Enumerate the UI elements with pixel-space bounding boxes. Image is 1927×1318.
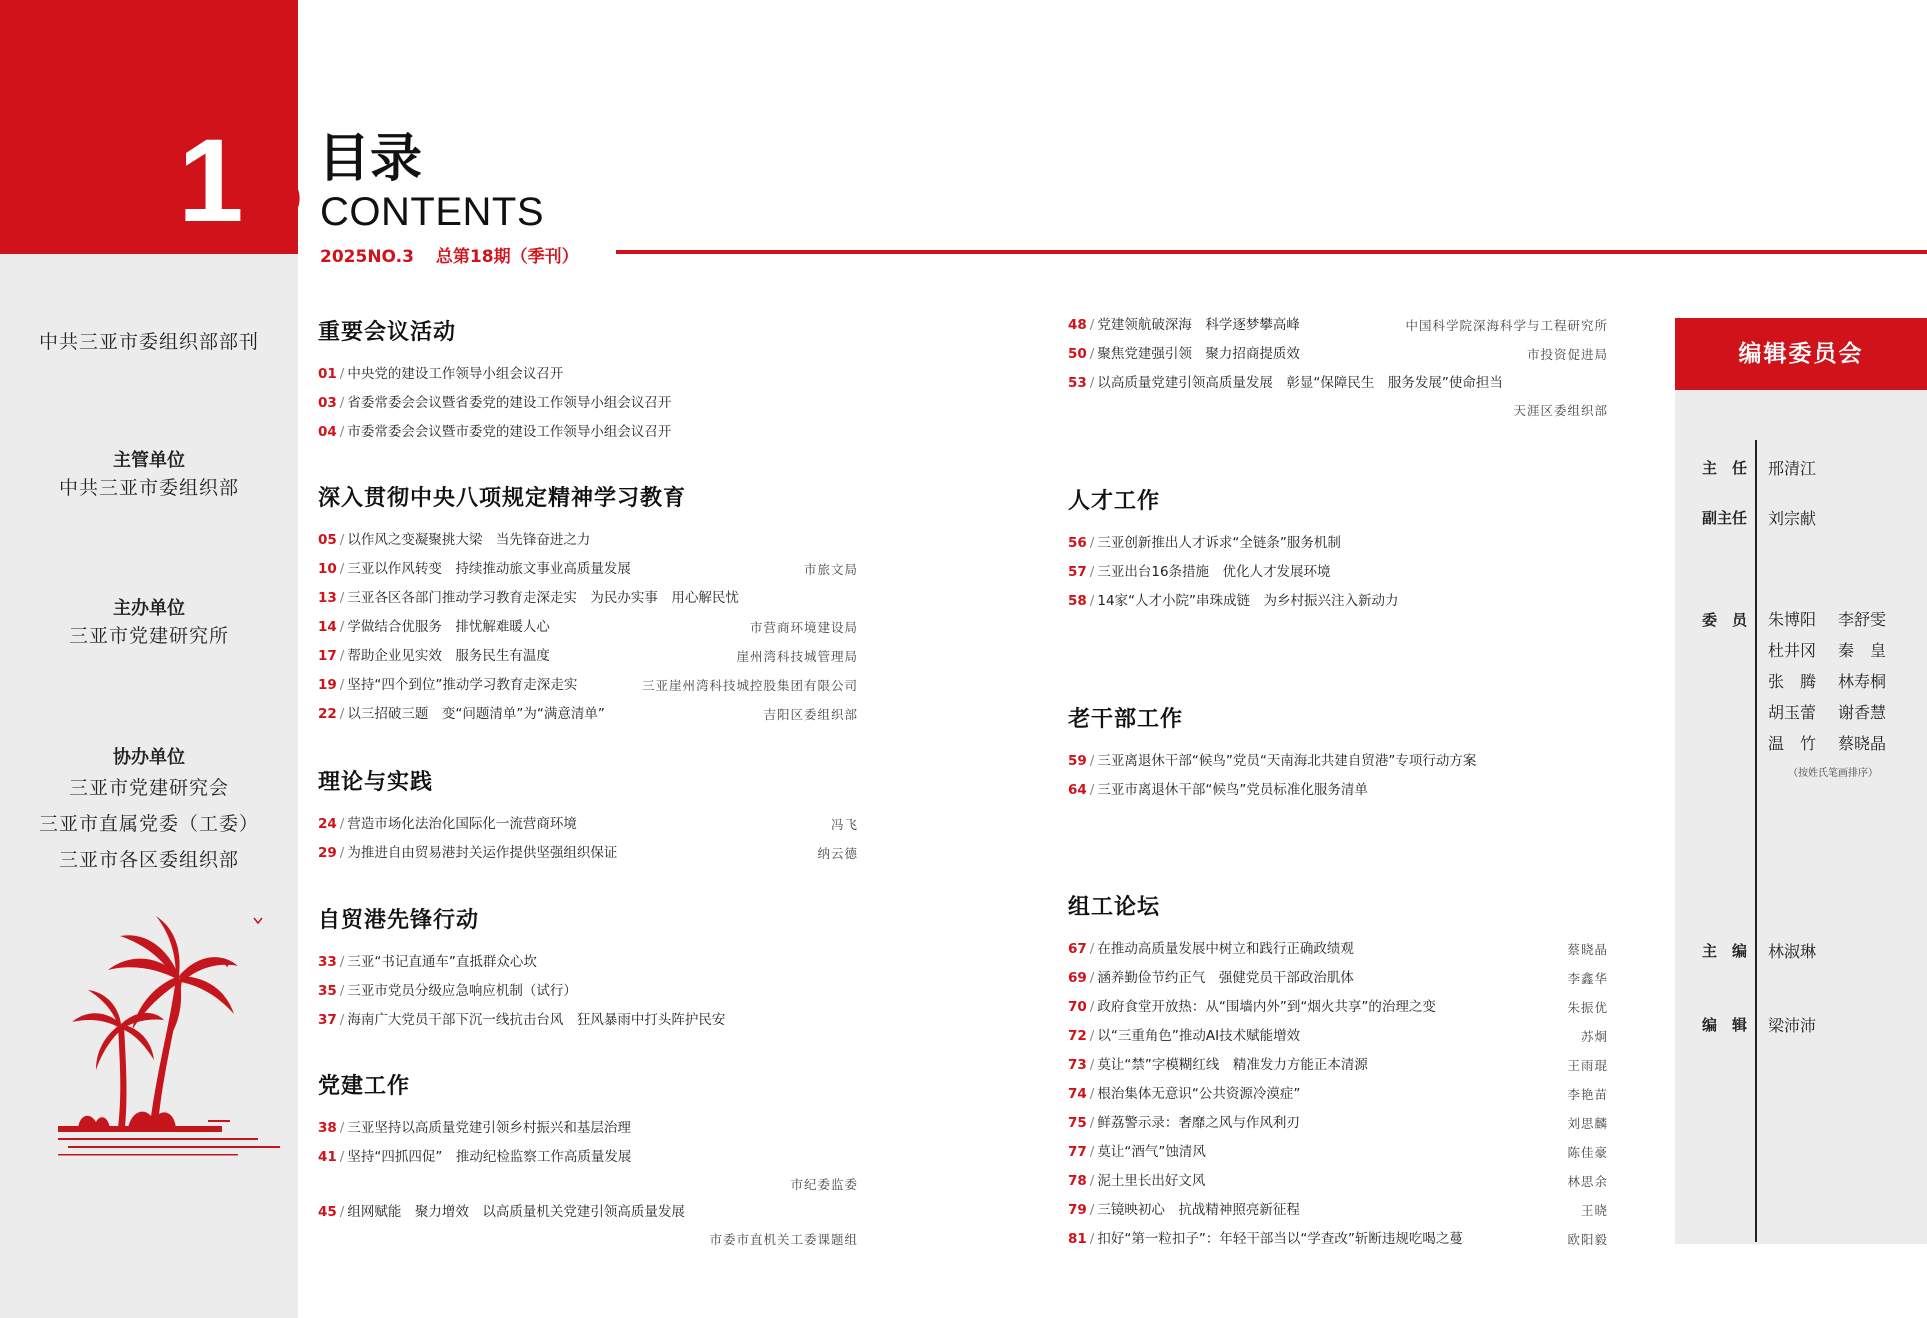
toc-author: 市投资促进局 — [1526, 347, 1608, 362]
co-organizer-list — [0, 770, 298, 878]
toc-item[interactable]: 79 / 三镜映初心 抗战精神照亮新征程 王晓 — [1068, 1196, 1608, 1225]
member-name: 张 腾 — [1768, 672, 1817, 691]
toc-item[interactable]: 33 / 三亚“书记直通车”直抵群众心坎 — [318, 954, 537, 970]
members-list — [1768, 604, 1918, 759]
header-rule — [616, 250, 1927, 254]
issue-info — [320, 242, 601, 267]
director-name: 邢清江 — [1768, 459, 1817, 478]
toc-item[interactable]: 41 / 坚持“四抓四促” 推动纪检监察工作高质量发展 — [318, 1149, 632, 1165]
toc-item[interactable]: 03 / 省委常委会会议暨省委党的建设工作领导小组会议召开 — [318, 395, 672, 411]
toc-item[interactable]: 64 / 三亚市离退休干部“候鸟”党员标准化服务清单 — [1068, 782, 1368, 798]
member-name: 林寿桐 — [1838, 672, 1887, 691]
section-title: 重要会议活动 — [318, 319, 457, 345]
editor-label: 编 辑 — [1701, 1016, 1747, 1034]
toc-item[interactable]: 10 / 三亚以作风转变 持续推动旅文事业高质量发展 市旅文局 — [318, 555, 858, 584]
page-title-en: CONTENTS — [320, 190, 544, 234]
toc-item[interactable]: 72 / 以“三重角色”推动AI技术赋能增效 苏炯 — [1068, 1022, 1608, 1051]
toc-item[interactable]: 69 / 涵养勤俭节约正气 强健党员干部政治肌体 李鑫华 — [1068, 964, 1608, 993]
toc-item[interactable]: 57 / 三亚出台16条措施 优化人才发展环境 — [1068, 564, 1331, 580]
toc-item[interactable]: 70 / 政府食堂开放热：从“围墙内外”到“烟火共享”的治理之变 朱振优 — [1068, 993, 1608, 1022]
section-title: 自贸港先锋行动 — [318, 907, 480, 933]
toc-author: 苏炯 — [1580, 1029, 1608, 1044]
toc-author: 林思余 — [1567, 1174, 1608, 1189]
toc-item[interactable]: 58 / 14家“人才小院”串珠成链 为乡村振兴注入新动力 — [1068, 593, 1399, 609]
toc-author: 中国科学院深海科学与工程研究所 — [1405, 318, 1608, 333]
section-eight-rules — [318, 481, 858, 729]
toc-author: 市委市直机关工委课题组 — [709, 1232, 858, 1247]
toc-author: 刘思麟 — [1567, 1116, 1608, 1131]
toc-author: 王晓 — [1580, 1203, 1608, 1218]
member-name: 杜井冈 — [1768, 641, 1817, 660]
editorial-heading: 编辑委员会 — [1675, 318, 1927, 390]
toc-item[interactable]: 56 / 三亚创新推出人才诉求“全链条”服务机制 — [1068, 535, 1341, 551]
toc-author: 市旅文局 — [803, 562, 858, 577]
chief-editor-name: 林淑琳 — [1768, 942, 1817, 961]
section-title: 党建工作 — [318, 1073, 411, 1099]
publication-name: 中共三亚市委组织部部刊 — [38, 331, 259, 353]
toc-author: 市纪委监委 — [790, 1177, 858, 1192]
supervisor-name: 中共三亚市委组织部 — [58, 477, 239, 499]
toc-item[interactable]: 73 / 莫让“禁”字模糊红线 精准发力方能正本清源 王雨琨 — [1068, 1051, 1608, 1080]
member-name: 李舒雯 — [1838, 610, 1887, 629]
co-organizer-label: 协办单位 — [113, 747, 185, 768]
co-organizer-item: 三亚市各区委组织部 — [58, 849, 239, 871]
section-title: 深入贯彻中央八项规定精神学习教育 — [318, 485, 687, 511]
section-title: 老干部工作 — [1068, 706, 1184, 732]
toc-item[interactable]: 74 / 根治集体无意识“公共资源冷漠症” 李艳苗 — [1068, 1080, 1608, 1109]
toc-item[interactable]: 53 / 以高质量党建引领高质量发展 彰显“保障民生 服务发展”使命担当 — [1068, 375, 1503, 391]
toc-item[interactable]: 04 / 市委常委会会议暨市委党的建设工作领导小组会议召开 — [318, 424, 672, 440]
members-label: 委 员 — [1701, 611, 1747, 629]
toc-item[interactable]: 67 / 在推动高质量发展中树立和践行正确政绩观 蔡晓晶 — [1068, 935, 1608, 964]
co-organizer-item: 三亚市党建研究会 — [68, 777, 229, 799]
toc-item[interactable]: 13 / 三亚各区各部门推动学习教育走深走实 为民办实事 用心解民忧 — [318, 590, 739, 606]
section-continued — [1068, 311, 1608, 424]
sponsor-label: 主办单位 — [113, 598, 185, 619]
toc-author: 三亚崖州湾科技城控股集团有限公司 — [641, 678, 858, 693]
section-meetings — [318, 315, 858, 447]
member-name: 温 竹 — [1768, 734, 1817, 753]
member-name: 蔡晓晶 — [1838, 734, 1887, 753]
page-title-cn: 目录 — [318, 129, 423, 189]
toc-item[interactable]: 05 / 以作风之变凝聚挑大梁 当先锋奋进之力 — [318, 532, 591, 548]
toc-item[interactable]: 75 / 鲜荔警示录：奢靡之风与作风利刃 刘思麟 — [1068, 1109, 1608, 1138]
section-forum — [1068, 890, 1608, 1254]
toc-author: 冯飞 — [830, 817, 858, 832]
chief-editor-label: 主 编 — [1701, 942, 1747, 960]
toc-item[interactable]: 22 / 以三招破三题 变“问题清单”为“满意清单” 吉阳区委组织部 — [318, 700, 858, 729]
toc-author: 朱振优 — [1567, 1000, 1608, 1015]
co-organizer-item: 三亚市直属党委（工委） — [38, 813, 259, 835]
toc-author: 天涯区委组织部 — [1513, 403, 1608, 418]
toc-item[interactable]: 24 / 营造市场化法治化国际化一流营商环境 冯飞 — [318, 810, 858, 839]
section-title: 人才工作 — [1068, 488, 1161, 514]
toc-author: 纳云德 — [817, 846, 858, 861]
toc-item[interactable]: 35 / 三亚市党员分级应急响应机制（试行） — [318, 983, 577, 999]
toc-item[interactable]: 19 / 坚持“四个到位”推动学习教育走深走实 三亚崖州湾科技城控股集团有限公司 — [318, 671, 858, 700]
toc-author: 王雨琨 — [1567, 1058, 1608, 1073]
palm-tree-illustration — [58, 914, 280, 1168]
toc-item[interactable]: 81 / 扣好“第一粒扣子”：年轻干部当以“学查改”斩断违规吃喝之蔓 欧阳毅 — [1068, 1225, 1608, 1254]
toc-item[interactable]: 14 / 学做结合优服务 排忧解难暖人心 市营商环境建设局 — [318, 613, 858, 642]
section-title: 理论与实践 — [318, 769, 434, 795]
supervisor-label: 主管单位 — [113, 450, 185, 471]
toc-item[interactable]: 17 / 帮助企业见实效 服务民生有温度 崖州湾科技城管理局 — [318, 642, 858, 671]
issue-number: 18 — [178, 115, 298, 247]
toc-item[interactable]: 48 / 党建领航破深海 科学逐梦攀高峰 中国科学院深海科学与工程研究所 — [1068, 311, 1608, 340]
member-name: 朱博阳 — [1768, 610, 1817, 629]
toc-author: 李艳苗 — [1567, 1087, 1608, 1102]
editor-name: 梁沛沛 — [1768, 1016, 1817, 1035]
section-veteran-cadres — [1068, 702, 1608, 805]
member-name: 谢香慧 — [1838, 703, 1887, 722]
sponsor-name: 三亚市党建研究所 — [68, 625, 229, 647]
section-talent — [1068, 484, 1608, 616]
section-party-building — [318, 1069, 858, 1253]
toc-item[interactable]: 38 / 三亚坚持以高质量党建引领乡村振兴和基层治理 — [318, 1120, 631, 1136]
toc-author: 吉阳区委组织部 — [763, 707, 858, 722]
toc-item[interactable]: 77 / 莫让“酒气”蚀清风 陈佳豪 — [1068, 1138, 1608, 1167]
editorial-divider — [1755, 440, 1757, 1242]
section-ftz-pioneer — [318, 903, 858, 1035]
toc-author: 李鑫华 — [1567, 971, 1608, 986]
members-note: （按姓氏笔画排序） — [1788, 768, 1878, 779]
toc-author: 市营商环境建设局 — [749, 620, 858, 635]
toc-item[interactable]: 45 / 组网赋能 聚力增效 以高质量机关党建引领高质量发展 — [318, 1204, 685, 1220]
member-name: 秦 皇 — [1838, 641, 1887, 660]
toc-item[interactable]: 37 / 海南广大党员干部下沉一线抗击台风 狂风暴雨中打头阵护民安 — [318, 1012, 726, 1028]
member-name: 胡玉蕾 — [1768, 703, 1817, 722]
toc-item[interactable]: 01 / 中央党的建设工作领导小组会议召开 — [318, 366, 564, 382]
toc-item[interactable]: 59 / 三亚离退休干部“候鸟”党员“天南海北共建自贸港”专项行动方案 — [1068, 753, 1477, 769]
toc-author: 欧阳毅 — [1567, 1232, 1608, 1247]
issue-number-text: 2025NO.3 — [320, 247, 414, 267]
toc-author: 崖州湾科技城管理局 — [736, 649, 858, 664]
toc-item[interactable]: 78 / 泥土里长出好文风 林思余 — [1068, 1167, 1608, 1196]
vice-director-label: 副主任 — [1701, 509, 1747, 527]
toc-author: 蔡晓晶 — [1567, 942, 1608, 957]
toc-item[interactable]: 50 / 聚焦党建强引领 聚力招商提质效 市投资促进局 — [1068, 340, 1608, 369]
toc-item[interactable]: 29 / 为推进自由贸易港封关运作提供坚强组织保证 纳云德 — [318, 839, 858, 868]
section-title: 组工论坛 — [1068, 894, 1161, 920]
vice-director-name: 刘宗献 — [1768, 509, 1817, 528]
director-label: 主 任 — [1701, 459, 1747, 477]
toc-author: 陈佳豪 — [1567, 1145, 1608, 1160]
issue-total-text: 总第18期（季刊） — [435, 247, 579, 267]
section-theory — [318, 765, 858, 868]
